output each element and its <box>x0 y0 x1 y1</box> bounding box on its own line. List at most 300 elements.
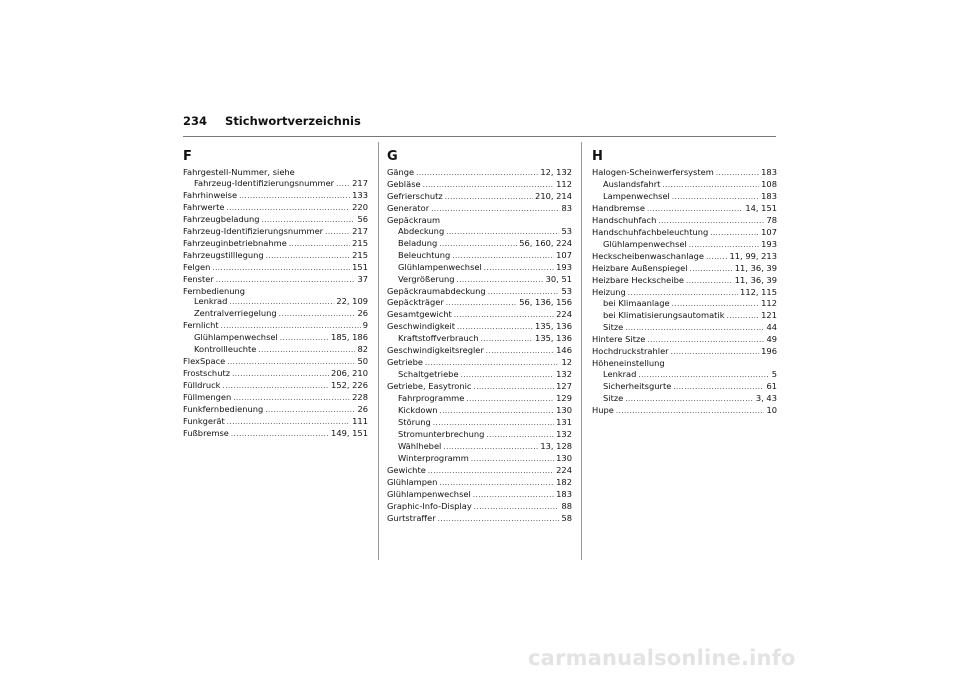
index-term: Auslandsfahrt <box>603 178 661 189</box>
page-reference: 152, 226 <box>331 380 368 391</box>
index-term: Heizbare Heckscheibe <box>592 274 684 285</box>
page-reference: 193 <box>556 261 572 272</box>
page-reference: 224 <box>556 309 572 320</box>
index-term: Gewichte <box>387 464 426 475</box>
index-entry <box>592 203 777 215</box>
index-subentry <box>183 178 368 190</box>
index-term: Hochdruckstrahler <box>592 346 669 357</box>
section-letter: G <box>387 149 398 164</box>
index-term: Gebläse <box>387 178 421 189</box>
dot-leader <box>266 251 350 262</box>
dot-leader <box>443 442 538 453</box>
dot-leader <box>484 263 554 274</box>
page-title: Stichwortverzeichnis <box>225 114 361 128</box>
index-term: Fahrzeug-Identifizierungsnummer <box>183 225 324 236</box>
dot-leader <box>416 168 538 179</box>
dot-leader <box>221 321 361 332</box>
page-reference: 196 <box>761 346 777 357</box>
index-term: Fahrgestell-Nummer, siehe <box>183 167 295 177</box>
index-entry <box>183 274 368 286</box>
page-reference: 56 <box>357 213 368 224</box>
index-entry <box>387 203 572 215</box>
index-term: Funkfernbedienung <box>183 404 264 415</box>
index-term: Heizbare Außenspiegel <box>592 262 688 273</box>
index-term: Gänge <box>387 167 415 177</box>
section-letter: H <box>592 149 603 164</box>
page-reference: 14, 151 <box>745 202 777 213</box>
index-term: Heckscheibenwaschanlage <box>592 250 705 261</box>
dot-leader <box>727 311 760 322</box>
dot-leader <box>239 191 350 202</box>
page-reference: 132 <box>556 369 572 380</box>
page-reference: 11, 36, 39 <box>734 274 777 285</box>
page-reference: 228 <box>352 392 368 403</box>
index-term: Wählhebel <box>398 440 442 451</box>
index-entry <box>183 356 368 368</box>
page-reference: 185, 186 <box>331 332 368 343</box>
index-column-f <box>183 148 368 440</box>
index-term: Lenkrad <box>194 296 228 307</box>
index-entry <box>592 358 777 369</box>
page-reference: 130 <box>556 452 572 463</box>
dot-leader <box>690 264 733 275</box>
index-subentry <box>592 310 777 322</box>
index-term: Funkgerät <box>183 416 225 427</box>
index-term: Gepäckraumabdeckung <box>387 285 486 296</box>
index-entry <box>592 275 777 287</box>
index-term: Zentralverriegelung <box>194 308 277 319</box>
index-term: Fahrwerte <box>183 201 225 212</box>
dot-leader <box>662 180 759 191</box>
dot-leader <box>473 490 554 501</box>
index-subentry <box>387 441 572 453</box>
index-term: Glühlampenwechsel <box>387 488 471 499</box>
dot-leader <box>616 406 765 417</box>
dot-leader <box>474 382 555 393</box>
index-term: Kickdown <box>398 405 438 416</box>
index-subentry <box>387 226 572 238</box>
index-term: Beleuchtung <box>398 249 451 260</box>
page-reference: 53 <box>561 285 572 296</box>
dot-leader <box>265 405 355 416</box>
index-term: Beladung <box>398 237 438 248</box>
page-reference: 206, 210 <box>331 368 368 379</box>
dot-leader <box>672 192 759 203</box>
index-term: Sitze <box>603 322 624 333</box>
index-term: Handschuhfach <box>592 214 657 225</box>
index-entry <box>183 286 368 297</box>
page-reference: 37 <box>357 273 368 284</box>
page-reference: 61 <box>766 381 777 392</box>
dot-leader <box>716 168 759 179</box>
page-reference: 146 <box>556 345 572 356</box>
index-term: Füllmengen <box>183 392 232 403</box>
page-reference: 22, 109 <box>336 296 368 307</box>
index-term: Fernbedienung <box>183 285 246 296</box>
dot-leader <box>454 310 554 321</box>
dot-leader <box>428 466 554 477</box>
index-term: Gepäckträger <box>387 297 444 308</box>
index-subentry <box>592 179 777 191</box>
page-reference: 133 <box>352 189 368 200</box>
dot-leader <box>233 393 350 404</box>
dot-leader <box>231 429 329 440</box>
page-reference: 11, 36, 39 <box>734 262 777 273</box>
index-term: Getriebe, Easytronic <box>387 381 472 392</box>
column-divider <box>581 142 582 560</box>
index-entry <box>592 263 777 275</box>
index-entry <box>183 262 368 274</box>
index-entry <box>183 320 368 332</box>
dot-leader <box>232 369 329 380</box>
index-term: Schaltgetriebe <box>398 369 459 380</box>
index-subentry <box>592 191 777 203</box>
page-reference: 217 <box>352 177 368 188</box>
index-term: Sicherheitsgurte <box>603 381 672 392</box>
page-reference: 82 <box>357 344 368 355</box>
dot-leader <box>289 239 350 250</box>
index-subentry <box>592 298 777 310</box>
dot-leader <box>710 228 759 239</box>
index-term: Handbremse <box>592 202 645 213</box>
watermark: carmanualsonline.info <box>528 646 796 670</box>
dot-leader <box>706 252 727 263</box>
page-reference: 132 <box>556 428 572 439</box>
dot-leader <box>686 276 733 287</box>
index-subentry <box>387 250 572 262</box>
index-entry <box>387 465 572 477</box>
index-subentry <box>592 322 777 334</box>
dot-leader <box>481 334 533 345</box>
index-term: Geschwindigkeitsregler <box>387 345 484 356</box>
index-term: Fülldruck <box>183 380 221 391</box>
page-reference: 112 <box>556 178 572 189</box>
index-term: FlexSpace <box>183 356 226 367</box>
page-reference: 127 <box>556 381 572 392</box>
page-reference: 9 <box>362 320 368 331</box>
dot-leader <box>671 347 760 358</box>
dot-leader <box>279 309 356 320</box>
dot-leader <box>229 297 334 308</box>
index-entry <box>387 345 572 357</box>
dot-leader <box>457 275 544 286</box>
dot-leader <box>212 263 350 274</box>
dot-leader <box>423 180 555 191</box>
index-entry <box>387 297 572 309</box>
index-entry <box>592 287 777 299</box>
index-term: Frostschutz <box>183 368 231 379</box>
page-reference: 215 <box>352 237 368 248</box>
page-reference: 220 <box>352 201 368 212</box>
index-subentry <box>183 308 368 320</box>
dot-leader <box>486 346 554 357</box>
index-subentry <box>387 429 572 441</box>
dot-leader <box>439 239 517 250</box>
index-entry <box>387 477 572 489</box>
page-reference: 13, 128 <box>540 440 572 451</box>
index-term: Fahrprogramme <box>398 393 465 404</box>
dot-leader <box>227 357 355 368</box>
dot-leader <box>262 215 356 226</box>
section-letter: F <box>183 149 192 164</box>
dot-leader <box>488 287 560 298</box>
dot-leader <box>461 370 555 381</box>
page-header <box>183 114 361 128</box>
index-subentry <box>592 393 777 405</box>
column-divider <box>378 142 379 560</box>
page-reference: 183 <box>761 167 777 177</box>
index-entry <box>592 405 777 417</box>
dot-leader <box>425 358 559 369</box>
index-term: Gefrierschutz <box>387 190 443 201</box>
index-term: Hintere Sitze <box>592 334 646 345</box>
index-entry <box>387 381 572 393</box>
dot-leader <box>226 203 350 214</box>
index-term: Lenkrad <box>603 369 637 380</box>
page-reference: 12, 132 <box>540 167 572 177</box>
index-subentry <box>387 238 572 250</box>
index-term: Handschuhfachbeleuchtung <box>592 226 709 237</box>
index-term: Vergrößerung <box>398 273 455 284</box>
index-entry <box>387 513 572 525</box>
dot-leader <box>628 288 738 299</box>
page-reference: 49 <box>766 334 777 345</box>
page-reference: 193 <box>761 238 777 249</box>
index-term: Fußbremse <box>183 427 229 438</box>
dot-leader <box>466 394 554 405</box>
index-term: Geschwindigkeit <box>387 321 456 332</box>
index-entry <box>183 416 368 428</box>
index-term: Abdeckung <box>398 225 445 236</box>
index-entry <box>183 368 368 380</box>
index-entry <box>387 357 572 369</box>
index-term: Gurtstraffer <box>387 512 436 523</box>
index-term: Störung <box>398 417 431 428</box>
page-number: 234 <box>183 114 208 128</box>
index-term: Fahrzeug-Identifizierungsnummer <box>194 177 335 188</box>
page-reference: 224 <box>556 464 572 475</box>
page-reference: 30, 51 <box>545 273 572 284</box>
page-reference: 58 <box>561 512 572 523</box>
dot-leader <box>223 381 330 392</box>
index-term: Fenster <box>183 273 214 284</box>
page-reference: 50 <box>357 356 368 367</box>
dot-leader <box>625 394 754 405</box>
page-reference: 10 <box>766 405 777 416</box>
index-subentry <box>387 262 572 274</box>
index-column-g <box>387 148 572 525</box>
page-reference: 3, 43 <box>755 393 777 404</box>
index-subentry <box>592 381 777 393</box>
dot-leader <box>227 417 350 428</box>
index-term: bei Klimaanlage <box>603 298 670 309</box>
index-entry <box>183 202 368 214</box>
index-term: Fahrzeugstilllegung <box>183 249 264 260</box>
dot-leader <box>452 251 554 262</box>
index-entry <box>592 334 777 346</box>
index-entry <box>183 428 368 440</box>
index-entry <box>183 392 368 404</box>
index-entry <box>183 226 368 238</box>
index-entry <box>387 489 572 501</box>
index-subentry <box>387 333 572 345</box>
index-subentry <box>183 332 368 344</box>
dot-leader <box>457 322 533 333</box>
index-term: Fahrzeuginbetriebnahme <box>183 237 287 248</box>
dot-leader <box>486 430 554 441</box>
dot-leader <box>431 204 559 215</box>
index-subentry <box>387 417 572 429</box>
page-reference: 112 <box>761 298 777 309</box>
page-reference: 135, 136 <box>535 333 572 344</box>
page-reference: 83 <box>561 202 572 213</box>
dot-leader <box>438 514 560 525</box>
page-reference: 151 <box>352 261 368 272</box>
page-reference: 111 <box>352 416 368 427</box>
page-reference: 183 <box>556 488 572 499</box>
index-entry <box>592 251 777 263</box>
index-term: Hupe <box>592 405 614 416</box>
index-term: Gesamtgewicht <box>387 309 452 320</box>
index-entry <box>592 215 777 227</box>
page-reference: 44 <box>766 322 777 333</box>
index-entry <box>183 190 368 202</box>
dot-leader <box>658 216 764 227</box>
page-reference: 121 <box>761 310 777 321</box>
index-entry <box>387 167 572 179</box>
index-subentry <box>387 393 572 405</box>
index-entry <box>387 191 572 203</box>
dot-leader <box>258 345 355 356</box>
page-reference: 130 <box>556 405 572 416</box>
index-term: Halogen-Scheinwerfersystem <box>592 167 714 177</box>
index-term: Stromunterbrechung <box>398 428 485 439</box>
page-reference: 183 <box>761 190 777 201</box>
index-column-h <box>592 148 777 417</box>
index-entry <box>387 179 572 191</box>
page-reference: 135, 136 <box>535 321 572 332</box>
index-term: bei Klimatisierungsautomatik <box>603 310 725 321</box>
index-entry <box>387 309 572 321</box>
index-subentry <box>183 296 368 308</box>
page-reference: 53 <box>561 225 572 236</box>
dot-leader <box>440 406 555 417</box>
index-entry <box>387 215 572 226</box>
index-subentry <box>592 239 777 251</box>
index-entry <box>387 286 572 298</box>
index-term: Glühlampenwechsel <box>398 261 482 272</box>
index-subentry <box>183 344 368 356</box>
page-reference: 215 <box>352 249 368 260</box>
index-term: Kontrollleuchte <box>194 344 257 355</box>
index-term: Gepäckraum <box>387 214 441 225</box>
page-reference: 108 <box>761 178 777 189</box>
index-term: Höheneinstellung <box>592 358 665 369</box>
dot-leader <box>673 382 764 393</box>
page-reference: 182 <box>556 476 572 487</box>
page-reference: 12 <box>561 357 572 368</box>
page-reference: 26 <box>357 308 368 319</box>
index-term: Getriebe <box>387 357 423 368</box>
index-term: Fahrhinweise <box>183 189 238 200</box>
index-subentry <box>387 369 572 381</box>
dot-leader <box>325 227 350 238</box>
index-term: Glühlampenwechsel <box>603 238 687 249</box>
index-entry <box>387 321 572 333</box>
dot-leader <box>216 275 356 286</box>
index-subentry <box>592 369 777 381</box>
index-term: Lampenwechsel <box>603 190 670 201</box>
page-reference: 210, 214 <box>535 190 572 201</box>
index-entry <box>592 227 777 239</box>
index-entry <box>183 404 368 416</box>
index-term: Fernlicht <box>183 320 219 331</box>
index-subentry <box>387 453 572 465</box>
page-reference: 56, 160, 224 <box>519 237 572 248</box>
dot-leader <box>474 502 560 513</box>
index-term: Heizung <box>592 286 626 297</box>
page-reference: 5 <box>771 369 777 380</box>
dot-leader <box>445 192 533 203</box>
index-entry <box>592 346 777 358</box>
dot-leader <box>647 335 764 346</box>
dot-leader <box>672 299 760 310</box>
index-entry <box>183 380 368 392</box>
page-reference: 88 <box>561 500 572 511</box>
dot-leader <box>446 227 559 238</box>
dot-leader <box>336 179 350 190</box>
dot-leader <box>439 478 554 489</box>
page-reference: 78 <box>766 214 777 225</box>
page-reference: 131 <box>556 417 572 428</box>
dot-leader <box>280 333 329 344</box>
page-reference: 11, 99, 213 <box>729 250 777 261</box>
index-entry <box>183 250 368 262</box>
index-term: Generator <box>387 202 430 213</box>
page-reference: 217 <box>352 225 368 236</box>
index-entry <box>387 501 572 513</box>
index-term: Graphic-Info-Display <box>387 500 472 511</box>
page-reference: 107 <box>761 226 777 237</box>
index-term: Fahrzeugbeladung <box>183 213 260 224</box>
dot-leader <box>433 418 554 429</box>
dot-leader <box>625 323 764 334</box>
index-term: Felgen <box>183 261 211 272</box>
page-reference: 112, 115 <box>740 286 777 297</box>
dot-leader <box>446 298 517 309</box>
index-entry <box>183 238 368 250</box>
index-entry <box>183 214 368 226</box>
dot-leader <box>689 240 759 251</box>
header-rule <box>183 136 776 137</box>
index-term: Kraftstoffverbrauch <box>398 333 479 344</box>
index-term: Sitze <box>603 393 624 404</box>
page-reference: 149, 151 <box>331 427 368 438</box>
index-subentry <box>387 405 572 417</box>
page-reference: 129 <box>556 393 572 404</box>
index-term: Glühlampenwechsel <box>194 332 278 343</box>
index-subentry <box>387 274 572 286</box>
index-term: Glühlampen <box>387 476 438 487</box>
index-term: Winterprogramm <box>398 452 469 463</box>
page-reference: 107 <box>556 249 572 260</box>
index-entry <box>592 167 777 179</box>
dot-leader <box>471 454 554 465</box>
dot-leader <box>638 370 769 381</box>
page-reference: 26 <box>357 404 368 415</box>
page-reference: 56, 136, 156 <box>519 297 572 308</box>
dot-leader <box>647 204 743 215</box>
